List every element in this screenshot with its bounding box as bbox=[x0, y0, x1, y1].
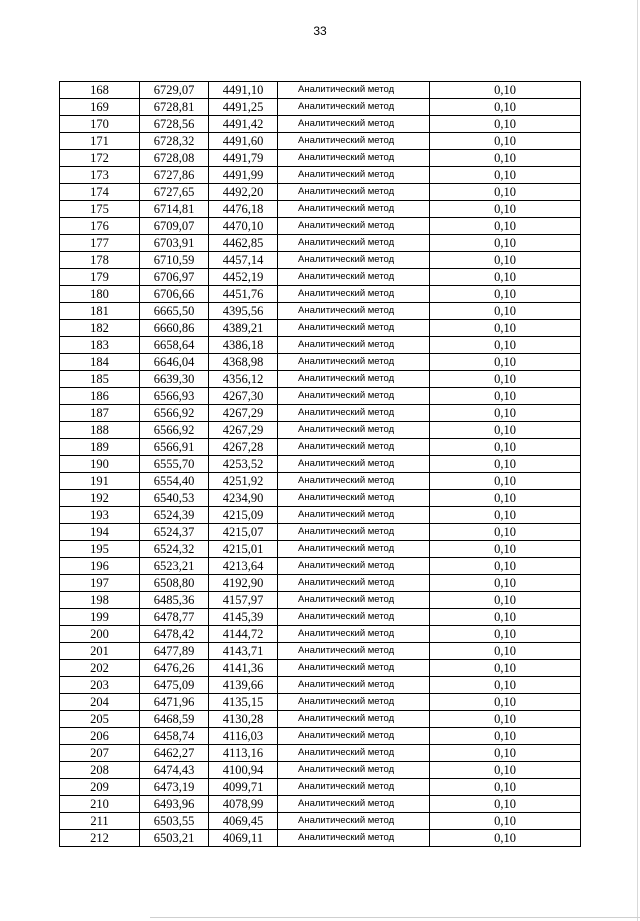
method-cell: Аналитический метод bbox=[278, 762, 430, 779]
method-cell: Аналитический метод bbox=[278, 796, 430, 813]
point-number-cell: 205 bbox=[60, 711, 140, 728]
table-row bbox=[60, 456, 581, 473]
table-row bbox=[60, 745, 581, 762]
accuracy-cell: 0,10 bbox=[430, 269, 581, 286]
x-coordinate-cell: 6728,08 bbox=[140, 150, 209, 167]
table-row bbox=[60, 235, 581, 252]
table-row bbox=[60, 133, 581, 150]
table-row bbox=[60, 609, 581, 626]
y-coordinate-cell: 4144,72 bbox=[209, 626, 278, 643]
accuracy-cell: 0,10 bbox=[430, 575, 581, 592]
method-cell: Аналитический метод bbox=[278, 660, 430, 677]
x-coordinate-cell: 6473,19 bbox=[140, 779, 209, 796]
table-row bbox=[60, 167, 581, 184]
point-number-cell: 169 bbox=[60, 99, 140, 116]
x-coordinate-cell: 6508,80 bbox=[140, 575, 209, 592]
y-coordinate-cell: 4143,71 bbox=[209, 643, 278, 660]
method-cell: Аналитический метод bbox=[278, 779, 430, 796]
method-cell: Аналитический метод bbox=[278, 184, 430, 201]
method-cell: Аналитический метод bbox=[278, 473, 430, 490]
accuracy-cell: 0,10 bbox=[430, 439, 581, 456]
table-row bbox=[60, 643, 581, 660]
page-number: 33 bbox=[313, 24, 327, 38]
accuracy-cell: 0,10 bbox=[430, 354, 581, 371]
x-coordinate-cell: 6503,21 bbox=[140, 830, 209, 847]
x-coordinate-cell: 6566,93 bbox=[140, 388, 209, 405]
point-number-cell: 192 bbox=[60, 490, 140, 507]
x-coordinate-cell: 6474,43 bbox=[140, 762, 209, 779]
table-row bbox=[60, 473, 581, 490]
point-number-cell: 212 bbox=[60, 830, 140, 847]
table-row bbox=[60, 303, 581, 320]
point-number-cell: 198 bbox=[60, 592, 140, 609]
accuracy-cell: 0,10 bbox=[430, 235, 581, 252]
table-row bbox=[60, 728, 581, 745]
x-coordinate-cell: 6554,40 bbox=[140, 473, 209, 490]
method-cell: Аналитический метод bbox=[278, 507, 430, 524]
coordinates-table-body bbox=[60, 82, 581, 847]
y-coordinate-cell: 4267,29 bbox=[209, 405, 278, 422]
accuracy-cell: 0,10 bbox=[430, 99, 581, 116]
accuracy-cell: 0,10 bbox=[430, 541, 581, 558]
table-row bbox=[60, 422, 581, 439]
point-number-cell: 182 bbox=[60, 320, 140, 337]
point-number-cell: 193 bbox=[60, 507, 140, 524]
accuracy-cell: 0,10 bbox=[430, 422, 581, 439]
method-cell: Аналитический метод bbox=[278, 677, 430, 694]
y-coordinate-cell: 4157,97 bbox=[209, 592, 278, 609]
method-cell: Аналитический метод bbox=[278, 439, 430, 456]
accuracy-cell: 0,10 bbox=[430, 320, 581, 337]
y-coordinate-cell: 4491,25 bbox=[209, 99, 278, 116]
table-row bbox=[60, 711, 581, 728]
y-coordinate-cell: 4116,03 bbox=[209, 728, 278, 745]
x-coordinate-cell: 6706,66 bbox=[140, 286, 209, 303]
point-number-cell: 210 bbox=[60, 796, 140, 813]
point-number-cell: 168 bbox=[60, 82, 140, 99]
point-number-cell: 177 bbox=[60, 235, 140, 252]
x-coordinate-cell: 6646,04 bbox=[140, 354, 209, 371]
table-row bbox=[60, 490, 581, 507]
accuracy-cell: 0,10 bbox=[430, 643, 581, 660]
method-cell: Аналитический метод bbox=[278, 269, 430, 286]
y-coordinate-cell: 4253,52 bbox=[209, 456, 278, 473]
x-coordinate-cell: 6706,97 bbox=[140, 269, 209, 286]
accuracy-cell: 0,10 bbox=[430, 82, 581, 99]
y-coordinate-cell: 4213,64 bbox=[209, 558, 278, 575]
method-cell: Аналитический метод bbox=[278, 133, 430, 150]
point-number-cell: 211 bbox=[60, 813, 140, 830]
scan-edge-right bbox=[637, 0, 638, 921]
accuracy-cell: 0,10 bbox=[430, 303, 581, 320]
method-cell: Аналитический метод bbox=[278, 422, 430, 439]
method-cell: Аналитический метод bbox=[278, 405, 430, 422]
point-number-cell: 208 bbox=[60, 762, 140, 779]
x-coordinate-cell: 6478,77 bbox=[140, 609, 209, 626]
accuracy-cell: 0,10 bbox=[430, 694, 581, 711]
point-number-cell: 207 bbox=[60, 745, 140, 762]
x-coordinate-cell: 6566,92 bbox=[140, 405, 209, 422]
x-coordinate-cell: 6566,91 bbox=[140, 439, 209, 456]
point-number-cell: 170 bbox=[60, 116, 140, 133]
method-cell: Аналитический метод bbox=[278, 609, 430, 626]
table-row bbox=[60, 694, 581, 711]
method-cell: Аналитический метод bbox=[278, 201, 430, 218]
y-coordinate-cell: 4389,21 bbox=[209, 320, 278, 337]
x-coordinate-cell: 6524,39 bbox=[140, 507, 209, 524]
table-row bbox=[60, 286, 581, 303]
method-cell: Аналитический метод bbox=[278, 150, 430, 167]
x-coordinate-cell: 6485,36 bbox=[140, 592, 209, 609]
point-number-cell: 183 bbox=[60, 337, 140, 354]
point-number-cell: 172 bbox=[60, 150, 140, 167]
accuracy-cell: 0,10 bbox=[430, 558, 581, 575]
y-coordinate-cell: 4100,94 bbox=[209, 762, 278, 779]
method-cell: Аналитический метод bbox=[278, 575, 430, 592]
x-coordinate-cell: 6471,96 bbox=[140, 694, 209, 711]
method-cell: Аналитический метод bbox=[278, 337, 430, 354]
accuracy-cell: 0,10 bbox=[430, 609, 581, 626]
y-coordinate-cell: 4451,76 bbox=[209, 286, 278, 303]
x-coordinate-cell: 6727,65 bbox=[140, 184, 209, 201]
table-row bbox=[60, 796, 581, 813]
table-row bbox=[60, 82, 581, 99]
accuracy-cell: 0,10 bbox=[430, 473, 581, 490]
y-coordinate-cell: 4491,79 bbox=[209, 150, 278, 167]
x-coordinate-cell: 6503,55 bbox=[140, 813, 209, 830]
accuracy-cell: 0,10 bbox=[430, 388, 581, 405]
y-coordinate-cell: 4462,85 bbox=[209, 235, 278, 252]
x-coordinate-cell: 6493,96 bbox=[140, 796, 209, 813]
method-cell: Аналитический метод bbox=[278, 116, 430, 133]
point-number-cell: 199 bbox=[60, 609, 140, 626]
y-coordinate-cell: 4113,16 bbox=[209, 745, 278, 762]
point-number-cell: 204 bbox=[60, 694, 140, 711]
table-row bbox=[60, 252, 581, 269]
x-coordinate-cell: 6728,81 bbox=[140, 99, 209, 116]
table-row bbox=[60, 269, 581, 286]
x-coordinate-cell: 6665,50 bbox=[140, 303, 209, 320]
accuracy-cell: 0,10 bbox=[430, 184, 581, 201]
table-row bbox=[60, 830, 581, 847]
method-cell: Аналитический метод bbox=[278, 728, 430, 745]
method-cell: Аналитический метод bbox=[278, 218, 430, 235]
x-coordinate-cell: 6468,59 bbox=[140, 711, 209, 728]
accuracy-cell: 0,10 bbox=[430, 745, 581, 762]
method-cell: Аналитический метод bbox=[278, 830, 430, 847]
x-coordinate-cell: 6524,37 bbox=[140, 524, 209, 541]
x-coordinate-cell: 6540,53 bbox=[140, 490, 209, 507]
y-coordinate-cell: 4069,45 bbox=[209, 813, 278, 830]
accuracy-cell: 0,10 bbox=[430, 167, 581, 184]
x-coordinate-cell: 6729,07 bbox=[140, 82, 209, 99]
accuracy-cell: 0,10 bbox=[430, 286, 581, 303]
method-cell: Аналитический метод bbox=[278, 643, 430, 660]
point-number-cell: 189 bbox=[60, 439, 140, 456]
accuracy-cell: 0,10 bbox=[430, 218, 581, 235]
y-coordinate-cell: 4251,92 bbox=[209, 473, 278, 490]
accuracy-cell: 0,10 bbox=[430, 626, 581, 643]
y-coordinate-cell: 4457,14 bbox=[209, 252, 278, 269]
x-coordinate-cell: 6555,70 bbox=[140, 456, 209, 473]
y-coordinate-cell: 4267,28 bbox=[209, 439, 278, 456]
method-cell: Аналитический метод bbox=[278, 524, 430, 541]
accuracy-cell: 0,10 bbox=[430, 830, 581, 847]
x-coordinate-cell: 6728,56 bbox=[140, 116, 209, 133]
x-coordinate-cell: 6639,30 bbox=[140, 371, 209, 388]
point-number-cell: 200 bbox=[60, 626, 140, 643]
method-cell: Аналитический метод bbox=[278, 626, 430, 643]
x-coordinate-cell: 6524,32 bbox=[140, 541, 209, 558]
method-cell: Аналитический метод bbox=[278, 286, 430, 303]
point-number-cell: 209 bbox=[60, 779, 140, 796]
y-coordinate-cell: 4492,20 bbox=[209, 184, 278, 201]
method-cell: Аналитический метод bbox=[278, 354, 430, 371]
table-row bbox=[60, 541, 581, 558]
x-coordinate-cell: 6462,27 bbox=[140, 745, 209, 762]
table-row bbox=[60, 575, 581, 592]
table-row bbox=[60, 507, 581, 524]
point-number-cell: 188 bbox=[60, 422, 140, 439]
y-coordinate-cell: 4368,98 bbox=[209, 354, 278, 371]
x-coordinate-cell: 6476,26 bbox=[140, 660, 209, 677]
y-coordinate-cell: 4215,07 bbox=[209, 524, 278, 541]
point-number-cell: 190 bbox=[60, 456, 140, 473]
point-number-cell: 171 bbox=[60, 133, 140, 150]
table-row bbox=[60, 779, 581, 796]
point-number-cell: 206 bbox=[60, 728, 140, 745]
method-cell: Аналитический метод bbox=[278, 99, 430, 116]
accuracy-cell: 0,10 bbox=[430, 116, 581, 133]
point-number-cell: 176 bbox=[60, 218, 140, 235]
table-row bbox=[60, 405, 581, 422]
method-cell: Аналитический метод bbox=[278, 711, 430, 728]
y-coordinate-cell: 4139,66 bbox=[209, 677, 278, 694]
point-number-cell: 178 bbox=[60, 252, 140, 269]
x-coordinate-cell: 6714,81 bbox=[140, 201, 209, 218]
point-number-cell: 191 bbox=[60, 473, 140, 490]
point-number-cell: 173 bbox=[60, 167, 140, 184]
accuracy-cell: 0,10 bbox=[430, 150, 581, 167]
y-coordinate-cell: 4491,42 bbox=[209, 116, 278, 133]
accuracy-cell: 0,10 bbox=[430, 490, 581, 507]
method-cell: Аналитический метод bbox=[278, 813, 430, 830]
point-number-cell: 180 bbox=[60, 286, 140, 303]
table-row bbox=[60, 371, 581, 388]
method-cell: Аналитический метод bbox=[278, 303, 430, 320]
y-coordinate-cell: 4491,99 bbox=[209, 167, 278, 184]
method-cell: Аналитический метод bbox=[278, 252, 430, 269]
y-coordinate-cell: 4267,30 bbox=[209, 388, 278, 405]
y-coordinate-cell: 4234,90 bbox=[209, 490, 278, 507]
point-number-cell: 197 bbox=[60, 575, 140, 592]
y-coordinate-cell: 4267,29 bbox=[209, 422, 278, 439]
table-row bbox=[60, 592, 581, 609]
point-number-cell: 202 bbox=[60, 660, 140, 677]
method-cell: Аналитический метод bbox=[278, 388, 430, 405]
method-cell: Аналитический метод bbox=[278, 694, 430, 711]
table-row bbox=[60, 524, 581, 541]
table-row bbox=[60, 660, 581, 677]
point-number-cell: 201 bbox=[60, 643, 140, 660]
method-cell: Аналитический метод bbox=[278, 745, 430, 762]
y-coordinate-cell: 4141,36 bbox=[209, 660, 278, 677]
point-number-cell: 179 bbox=[60, 269, 140, 286]
x-coordinate-cell: 6477,89 bbox=[140, 643, 209, 660]
accuracy-cell: 0,10 bbox=[430, 456, 581, 473]
table-row bbox=[60, 813, 581, 830]
table-row bbox=[60, 558, 581, 575]
accuracy-cell: 0,10 bbox=[430, 796, 581, 813]
point-number-cell: 174 bbox=[60, 184, 140, 201]
x-coordinate-cell: 6710,59 bbox=[140, 252, 209, 269]
scan-edge-bottom bbox=[150, 917, 640, 918]
table-row bbox=[60, 218, 581, 235]
point-number-cell: 195 bbox=[60, 541, 140, 558]
point-number-cell: 181 bbox=[60, 303, 140, 320]
accuracy-cell: 0,10 bbox=[430, 405, 581, 422]
method-cell: Аналитический метод bbox=[278, 456, 430, 473]
table-row bbox=[60, 388, 581, 405]
y-coordinate-cell: 4476,18 bbox=[209, 201, 278, 218]
method-cell: Аналитический метод bbox=[278, 490, 430, 507]
x-coordinate-cell: 6658,64 bbox=[140, 337, 209, 354]
method-cell: Аналитический метод bbox=[278, 235, 430, 252]
table-row bbox=[60, 201, 581, 218]
accuracy-cell: 0,10 bbox=[430, 371, 581, 388]
accuracy-cell: 0,10 bbox=[430, 507, 581, 524]
table-row bbox=[60, 320, 581, 337]
accuracy-cell: 0,10 bbox=[430, 762, 581, 779]
y-coordinate-cell: 4215,01 bbox=[209, 541, 278, 558]
method-cell: Аналитический метод bbox=[278, 592, 430, 609]
x-coordinate-cell: 6478,42 bbox=[140, 626, 209, 643]
accuracy-cell: 0,10 bbox=[430, 592, 581, 609]
table-row bbox=[60, 626, 581, 643]
point-number-cell: 203 bbox=[60, 677, 140, 694]
y-coordinate-cell: 4099,71 bbox=[209, 779, 278, 796]
table-row bbox=[60, 762, 581, 779]
table-row bbox=[60, 677, 581, 694]
point-number-cell: 187 bbox=[60, 405, 140, 422]
accuracy-cell: 0,10 bbox=[430, 779, 581, 796]
y-coordinate-cell: 4386,18 bbox=[209, 337, 278, 354]
y-coordinate-cell: 4470,10 bbox=[209, 218, 278, 235]
table-row bbox=[60, 337, 581, 354]
accuracy-cell: 0,10 bbox=[430, 133, 581, 150]
method-cell: Аналитический метод bbox=[278, 558, 430, 575]
y-coordinate-cell: 4135,15 bbox=[209, 694, 278, 711]
point-number-cell: 185 bbox=[60, 371, 140, 388]
method-cell: Аналитический метод bbox=[278, 82, 430, 99]
x-coordinate-cell: 6475,09 bbox=[140, 677, 209, 694]
accuracy-cell: 0,10 bbox=[430, 728, 581, 745]
x-coordinate-cell: 6727,86 bbox=[140, 167, 209, 184]
y-coordinate-cell: 4452,19 bbox=[209, 269, 278, 286]
accuracy-cell: 0,10 bbox=[430, 337, 581, 354]
y-coordinate-cell: 4356,12 bbox=[209, 371, 278, 388]
x-coordinate-cell: 6709,07 bbox=[140, 218, 209, 235]
y-coordinate-cell: 4491,60 bbox=[209, 133, 278, 150]
accuracy-cell: 0,10 bbox=[430, 813, 581, 830]
point-number-cell: 186 bbox=[60, 388, 140, 405]
y-coordinate-cell: 4130,28 bbox=[209, 711, 278, 728]
table-row bbox=[60, 184, 581, 201]
y-coordinate-cell: 4078,99 bbox=[209, 796, 278, 813]
table-row bbox=[60, 150, 581, 167]
table-row bbox=[60, 354, 581, 371]
accuracy-cell: 0,10 bbox=[430, 252, 581, 269]
x-coordinate-cell: 6728,32 bbox=[140, 133, 209, 150]
point-number-cell: 194 bbox=[60, 524, 140, 541]
method-cell: Аналитический метод bbox=[278, 320, 430, 337]
x-coordinate-cell: 6703,91 bbox=[140, 235, 209, 252]
table-row bbox=[60, 439, 581, 456]
y-coordinate-cell: 4491,10 bbox=[209, 82, 278, 99]
x-coordinate-cell: 6566,92 bbox=[140, 422, 209, 439]
x-coordinate-cell: 6660,86 bbox=[140, 320, 209, 337]
method-cell: Аналитический метод bbox=[278, 167, 430, 184]
point-number-cell: 196 bbox=[60, 558, 140, 575]
y-coordinate-cell: 4069,11 bbox=[209, 830, 278, 847]
table-row bbox=[60, 99, 581, 116]
point-number-cell: 184 bbox=[60, 354, 140, 371]
accuracy-cell: 0,10 bbox=[430, 660, 581, 677]
accuracy-cell: 0,10 bbox=[430, 711, 581, 728]
table-row bbox=[60, 116, 581, 133]
y-coordinate-cell: 4395,56 bbox=[209, 303, 278, 320]
y-coordinate-cell: 4192,90 bbox=[209, 575, 278, 592]
method-cell: Аналитический метод bbox=[278, 541, 430, 558]
y-coordinate-cell: 4215,09 bbox=[209, 507, 278, 524]
method-cell: Аналитический метод bbox=[278, 371, 430, 388]
accuracy-cell: 0,10 bbox=[430, 524, 581, 541]
accuracy-cell: 0,10 bbox=[430, 201, 581, 218]
x-coordinate-cell: 6458,74 bbox=[140, 728, 209, 745]
point-number-cell: 175 bbox=[60, 201, 140, 218]
y-coordinate-cell: 4145,39 bbox=[209, 609, 278, 626]
coordinates-table bbox=[59, 81, 581, 847]
x-coordinate-cell: 6523,21 bbox=[140, 558, 209, 575]
accuracy-cell: 0,10 bbox=[430, 677, 581, 694]
